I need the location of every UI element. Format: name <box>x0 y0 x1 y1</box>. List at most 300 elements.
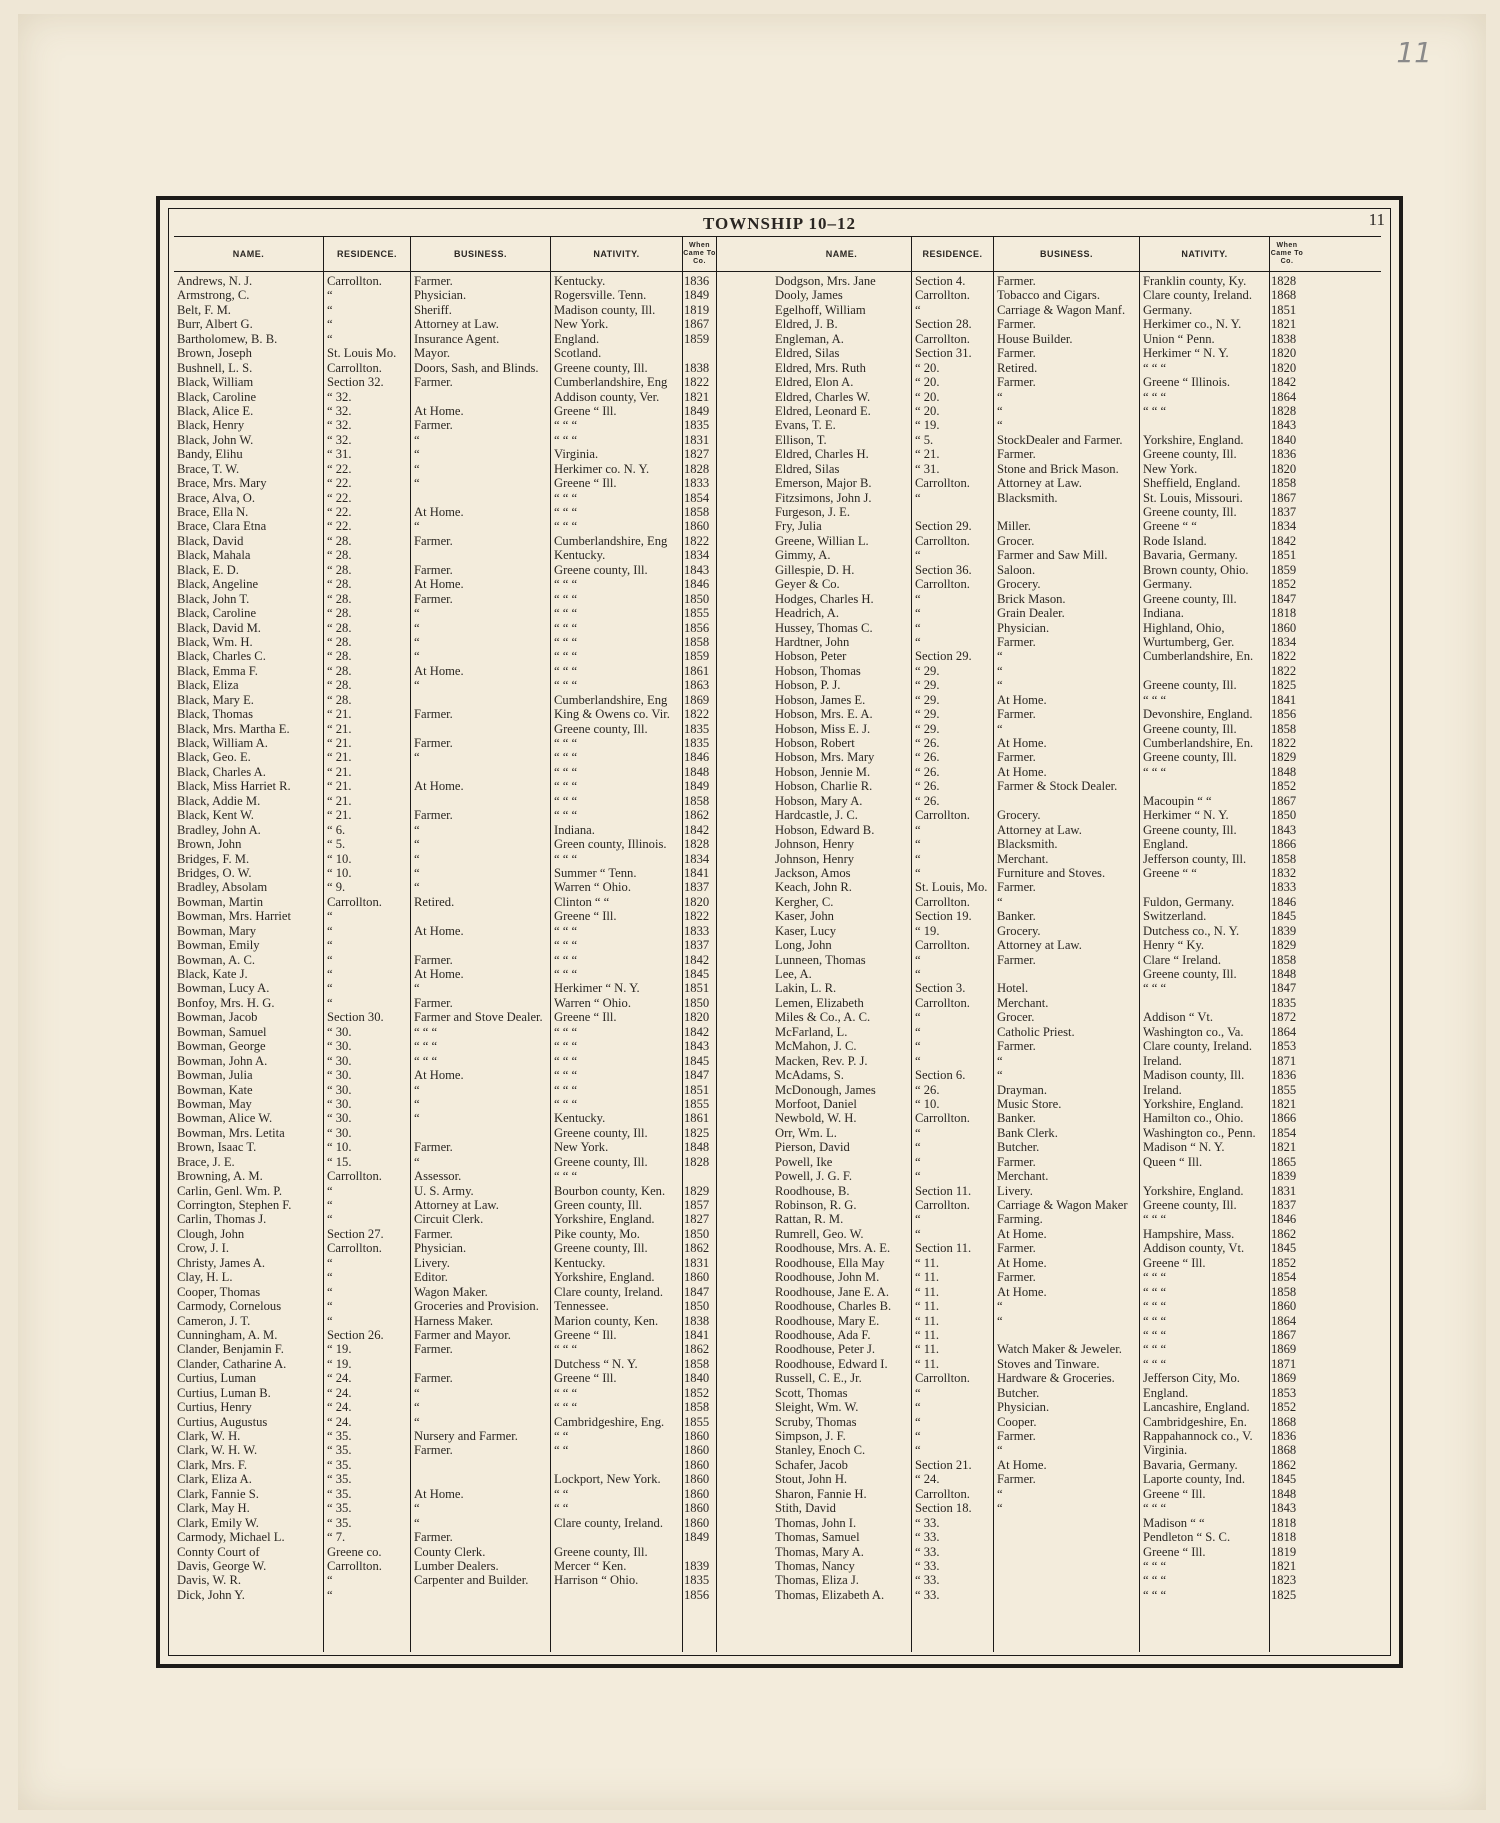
table-cell: Bowman, Mrs. Letita <box>177 1125 285 1140</box>
table-cell: 1856 <box>1271 707 1297 722</box>
table-cell: “ 11. <box>915 1284 940 1299</box>
table-cell: McMahon, J. C. <box>775 1039 857 1054</box>
table-cell: Hotel. <box>997 981 1029 996</box>
table-cell <box>411 722 550 736</box>
table-cell: Dick, John Y. <box>177 1587 245 1602</box>
table-cell: Farmer. <box>414 952 453 967</box>
table-cell: Russell, C. E., Jr. <box>775 1371 862 1386</box>
table-cell: Furniture and Stoves. <box>997 865 1106 880</box>
table-cell: Scott, Thomas <box>775 1385 848 1400</box>
table-cell: Farmer. <box>997 707 1036 722</box>
table-cell: “ 5. <box>915 432 934 447</box>
table-cell: Stout, John H. <box>775 1472 848 1487</box>
table-cell: Virginia. <box>554 447 599 462</box>
table-cell: Headrich, A. <box>775 606 839 621</box>
table-cell: Keach, John R. <box>775 880 852 895</box>
table-cell: 1858 <box>1271 721 1297 736</box>
table-cell: Kentucky. <box>554 1255 606 1270</box>
table-cell: 1845 <box>1271 909 1297 924</box>
table-cell: “ 26. <box>915 736 940 750</box>
table-cell: Carrollton. <box>327 360 382 375</box>
table-cell: Black, Kent W. <box>177 808 254 823</box>
table-cell: 1828 <box>1271 403 1297 418</box>
table-cell: “ 21. <box>327 707 352 722</box>
table-cell: “ 28. <box>327 663 352 678</box>
table-cell: “ “ “ <box>554 1385 578 1400</box>
table-cell: Eldred, Leonard E. <box>775 403 871 418</box>
table-cell <box>551 1458 682 1472</box>
table-cell: “ 24. <box>327 1385 352 1400</box>
table-cell: Dodgson, Mrs. Jane <box>775 274 876 288</box>
table-cell: Farmer. <box>414 418 453 433</box>
table-cell: Bradley, Absolam <box>177 880 268 895</box>
table-cell: 1822 <box>684 909 710 924</box>
table-cell: Farmer. <box>997 274 1036 288</box>
table-cell: Curtius, Henry <box>177 1400 252 1415</box>
table-cell: 1847 <box>1271 591 1297 606</box>
table-cell: “ <box>915 1140 921 1155</box>
table-cell: Clare county, Ireland. <box>1143 288 1252 303</box>
table-cell: “ <box>915 967 921 981</box>
table-cell: 1835 <box>1271 995 1297 1010</box>
table-cell: 1845 <box>684 967 710 981</box>
table-cell: Farmer. <box>997 952 1036 967</box>
table-cell: 1846 <box>684 577 710 592</box>
table-cell: “ 22. <box>327 505 352 519</box>
table-cell: Clark, May H. <box>177 1501 250 1516</box>
table-cell: “ “ “ <box>554 1024 578 1039</box>
table-cell: Dutchess co., N. Y. <box>1143 923 1240 938</box>
table-cell: 1859 <box>684 649 710 664</box>
table-cell: Farmer. <box>997 317 1036 332</box>
table-cell: At Home. <box>997 764 1047 779</box>
table-cell: Eldred, Elon A. <box>775 375 854 390</box>
table-cell: “ “ “ <box>554 649 578 664</box>
table-cell: 1818 <box>1271 606 1297 621</box>
table-cell: 1839 <box>684 1558 710 1573</box>
table-cell: Carrollton. <box>327 1241 382 1256</box>
table-cell: Carpenter and Builder. <box>414 1573 529 1588</box>
table-cell: Tennessee. <box>554 1299 609 1314</box>
table-cell: “ <box>414 476 420 491</box>
table-cell: “ <box>327 1313 333 1328</box>
table-cell: 1837 <box>684 938 710 953</box>
table-cell: “ <box>915 1053 921 1068</box>
table-cell: Long, John <box>775 938 832 953</box>
table-cell: Clare “ Ireland. <box>1143 952 1221 967</box>
table-cell <box>994 1530 1139 1544</box>
table-frame <box>156 196 1403 1668</box>
table-cell: Miller. <box>997 519 1031 534</box>
table-cell: Eldred, Silas <box>775 461 840 476</box>
table-cell: “ 33. <box>915 1573 940 1588</box>
table-cell: Cambridgeshire, Eng. <box>554 1414 665 1429</box>
table-cell: “ <box>327 1183 333 1198</box>
table-cell: Farmer & Stock Dealer. <box>997 779 1118 794</box>
table-cell: 1871 <box>1271 1053 1297 1068</box>
table-cell: Brace, Ella N. <box>177 505 249 519</box>
table-cell: “ 35. <box>327 1457 352 1472</box>
table-cell: 1828 <box>684 1154 710 1169</box>
table-cell: “ <box>327 1587 333 1602</box>
table-cell: “ “ “ <box>1143 1342 1167 1357</box>
table-cell: 1834 <box>1271 519 1297 534</box>
table-cell: “ <box>915 851 921 866</box>
table-cell: 1821 <box>684 389 710 404</box>
table-cell: “ “ “ <box>554 1096 578 1111</box>
table-cell: England. <box>1143 837 1189 852</box>
table-cell: “ <box>414 981 420 996</box>
table-cell: Section 3. <box>915 981 966 996</box>
table-cell: “ “ “ <box>1143 360 1167 375</box>
table-cell: 1858 <box>1271 851 1297 866</box>
table-cell: 1819 <box>1271 1544 1297 1559</box>
table-cell: Carlin, Thomas J. <box>177 1212 267 1227</box>
table-cell: “ 7. <box>327 1530 346 1545</box>
table-cell: 1849 <box>684 288 710 303</box>
table-cell: Greene county, Ill. <box>554 562 648 577</box>
table-cell: “ 32. <box>327 432 352 447</box>
table-cell: Clark, Mrs. F. <box>177 1457 248 1472</box>
table-cell: Brace, Mrs. Mary <box>177 476 267 491</box>
table-cell: “ <box>327 302 333 317</box>
table-cell: Cambridgeshire, En. <box>1143 1414 1247 1429</box>
table-cell: 1858 <box>684 1356 710 1371</box>
table-cell: Black, John T. <box>177 591 250 606</box>
table-cell: Greene, Willian L. <box>775 533 869 548</box>
table-cell: Greene county, Ill. <box>554 1544 648 1559</box>
table-cell: “ 26. <box>915 779 940 794</box>
table-cell: 1861 <box>684 663 710 678</box>
table-cell: Roodhouse, Mary E. <box>775 1313 880 1328</box>
table-cell: “ <box>327 923 333 938</box>
left-year-column <box>683 272 717 1652</box>
table-cell: 1838 <box>684 360 710 375</box>
table-cell: “ <box>414 606 420 621</box>
table-cell: “ “ <box>554 1501 569 1516</box>
table-cell: Brown, John <box>177 837 242 852</box>
table-cell: 1872 <box>1271 1010 1297 1025</box>
table-cell: McAdams, S. <box>775 1068 844 1083</box>
table-cell: “ <box>327 1284 333 1299</box>
table-cell: 1820 <box>684 894 710 909</box>
table-cell: Carlin, Genl. Wm. P. <box>177 1183 283 1198</box>
table-cell: “ 28. <box>327 591 352 606</box>
right-name-column <box>772 272 912 1652</box>
table-cell <box>683 346 716 360</box>
table-cell: 1852 <box>684 1385 710 1400</box>
table-cell: Grocer. <box>997 533 1035 548</box>
table-cell: Washington co., Va. <box>1143 1024 1244 1039</box>
table-cell: Yorkshire, England. <box>1143 1096 1244 1111</box>
table-cell: Clark, W. H. <box>177 1429 241 1443</box>
table-cell: 1837 <box>1271 1198 1297 1212</box>
table-cell: “ “ “ <box>1143 1284 1167 1299</box>
table-cell: 1848 <box>1271 764 1297 779</box>
table-cell: Saloon. <box>997 562 1036 577</box>
table-cell: “ 24. <box>327 1414 352 1429</box>
table-cell: 1848 <box>684 764 710 779</box>
table-cell: Pike county, Mo. <box>554 1226 640 1241</box>
table-cell: 1867 <box>684 317 710 332</box>
table-cell: Carrollton. <box>915 1198 970 1212</box>
table-cell <box>994 1573 1139 1587</box>
table-cell: 1847 <box>684 1284 710 1299</box>
table-cell: Farmer. <box>997 634 1036 649</box>
table-cell: Kentucky. <box>554 548 606 563</box>
table-cell: 1821 <box>1271 1096 1297 1111</box>
table-cell: At Home. <box>997 1284 1047 1299</box>
table-cell: Bowman, Emily <box>177 938 260 953</box>
table-cell: Wagon Maker. <box>414 1284 488 1299</box>
table-cell: Physician. <box>997 620 1050 635</box>
table-cell: “ “ “ <box>554 663 578 678</box>
table-cell: 1853 <box>1271 1385 1297 1400</box>
table-cell: Carrollton. <box>327 894 382 909</box>
table-cell: Bowman, John A. <box>177 1053 268 1068</box>
table-cell: 1840 <box>684 1371 710 1386</box>
table-cell: 1855 <box>684 1096 710 1111</box>
table-cell: Christy, James A. <box>177 1255 266 1270</box>
table-cell: 1850 <box>684 995 710 1010</box>
table-cell: Black, William <box>177 375 254 390</box>
table-cell: Hampshire, Mass. <box>1143 1226 1235 1241</box>
table-cell <box>1140 996 1269 1010</box>
table-cell: “ <box>414 634 420 649</box>
table-cell: Section 11. <box>915 1183 972 1198</box>
table-cell: Greene “ Ill. <box>554 476 617 491</box>
table-cell: “ 35. <box>327 1443 352 1458</box>
table-cell: 1831 <box>684 432 710 447</box>
table-cell: Sheffield, England. <box>1143 476 1241 491</box>
table-cell: Andrews, N. J. <box>177 274 253 288</box>
table-cell: “ 19. <box>327 1342 352 1357</box>
table-cell: Bowman, Lucy A. <box>177 981 270 996</box>
table-cell: Switzerland. <box>1143 909 1207 924</box>
table-cell: Livery. <box>414 1255 450 1270</box>
table-cell: “ 29. <box>915 721 940 736</box>
atlas-page <box>18 14 1486 1810</box>
table-cell: 1833 <box>1271 880 1297 895</box>
table-cell: “ “ “ <box>554 505 578 519</box>
table-cell: 1829 <box>1271 938 1297 953</box>
table-cell: 1869 <box>1271 1371 1297 1386</box>
table-cell <box>411 1472 550 1486</box>
table-cell: “ <box>915 1226 921 1241</box>
table-cell: Addison county, Vt. <box>1143 1241 1245 1256</box>
table-cell: “ <box>915 837 921 852</box>
table-cell: “ <box>997 894 1003 909</box>
table-cell: 1822 <box>684 375 710 390</box>
table-cell: Bowman, May <box>177 1096 252 1111</box>
table-cell <box>994 1516 1139 1530</box>
table-cell: “ 29. <box>915 692 940 707</box>
table-cell: “ 20. <box>915 360 940 375</box>
table-cell: Greene “ Illinois. <box>1143 375 1231 390</box>
table-cell: Hobson, Robert <box>775 736 855 750</box>
right-header-row <box>772 236 1381 272</box>
table-cell: Bowman, Mary <box>177 923 257 938</box>
table-cell: “ “ “ <box>1143 403 1167 418</box>
table-cell: Curtius, Luman <box>177 1371 257 1386</box>
table-cell: 1845 <box>1271 1472 1297 1487</box>
table-cell: 1860 <box>1271 620 1297 635</box>
table-cell: Hobson, Jennie M. <box>775 764 871 779</box>
table-cell: Greene “ Ill. <box>1143 1544 1206 1559</box>
table-cell: 1836 <box>1271 1068 1297 1083</box>
table-cell: “ <box>997 1313 1003 1328</box>
table-cell: “ 28. <box>327 562 352 577</box>
table-cell: Black, Charles A. <box>177 764 266 779</box>
table-cell: Greene “ “ <box>1143 519 1197 534</box>
table-cell: 1864 <box>1271 1313 1297 1328</box>
table-cell: England. <box>1143 1385 1189 1400</box>
table-cell: “ <box>997 678 1003 693</box>
table-cell: “ 21. <box>327 808 352 823</box>
table-cell: Farmer. <box>414 1342 453 1357</box>
table-cell: 1851 <box>1271 548 1297 563</box>
table-cell: Carrollton. <box>915 331 970 346</box>
table-cell: “ “ “ <box>554 634 578 649</box>
table-cell: Madison county, Ill. <box>554 302 656 317</box>
table-cell: 1851 <box>684 981 710 996</box>
table-cell: Mayor. <box>414 346 451 361</box>
table-cell: Section 6. <box>915 1068 966 1083</box>
table-cell: Nursery and Farmer. <box>414 1429 518 1443</box>
right-residence-column <box>912 272 994 1652</box>
table-cell: Furgeson, J. E. <box>775 505 850 519</box>
table-cell: Newbold, W. H. <box>775 1111 857 1126</box>
table-cell: “ <box>997 389 1003 404</box>
table-cell: Clark, Emily W. <box>177 1515 259 1530</box>
table-cell: Hodges, Charles H. <box>775 591 874 606</box>
table-cell: Insurance Agent. <box>414 331 500 346</box>
table-cell: Carrollton. <box>915 995 970 1010</box>
table-cell: Bourbon county, Ken. <box>554 1183 666 1198</box>
table-cell: “ “ “ <box>554 1169 578 1184</box>
table-cell: 1854 <box>684 490 710 505</box>
table-cell: “ 6. <box>327 822 346 837</box>
table-cell: “ 30. <box>327 1024 352 1039</box>
table-cell: Bridges, O. W. <box>177 865 252 880</box>
table-cell: Herkimer “ N. Y. <box>1143 346 1229 361</box>
right-table <box>772 236 1381 1652</box>
table-cell: Henry “ Ky. <box>1143 938 1205 953</box>
table-cell: Black, Caroline <box>177 389 257 404</box>
table-cell: Cumberlandshire, En. <box>1143 649 1254 664</box>
table-cell: Carrollton. <box>327 1558 382 1573</box>
table-cell: “ 29. <box>915 663 940 678</box>
table-cell: “ 33. <box>915 1530 940 1545</box>
table-cell: “ 28. <box>327 692 352 707</box>
table-cell: Schafer, Jacob <box>775 1457 848 1472</box>
table-cell: “ <box>915 1125 921 1140</box>
table-cell: Roodhouse, Charles B. <box>775 1299 892 1314</box>
table-cell: Brace, Alva, O. <box>177 490 255 505</box>
table-cell: 1842 <box>684 952 710 967</box>
table-cell: Farmer. <box>414 707 453 722</box>
table-cell: 1825 <box>1271 1587 1297 1602</box>
table-cell: Roodhouse, Mrs. A. E. <box>775 1241 891 1256</box>
table-cell: 1862 <box>684 808 710 823</box>
table-cell: “ “ “ <box>1143 692 1167 707</box>
table-cell: “ “ “ <box>554 967 578 981</box>
table-cell: Cumberlandshire, En. <box>1143 736 1254 750</box>
table-cell: Butcher. <box>997 1140 1040 1155</box>
table-cell: Physician. <box>414 288 467 303</box>
table-cell: 1833 <box>684 923 710 938</box>
table-cell: 1858 <box>1271 476 1297 491</box>
table-cell: Hardcastle, J. C. <box>775 808 858 823</box>
table-cell: 1835 <box>684 1573 710 1588</box>
table-cell: “ “ “ <box>1143 1327 1167 1342</box>
table-cell: Bushnell, L. S. <box>177 360 253 375</box>
table-cell: Bowman, Samuel <box>177 1024 267 1039</box>
table-cell: 1838 <box>1271 331 1297 346</box>
table-cell: Fuldon, Germany. <box>1143 894 1235 909</box>
table-cell: Clander, Catharine A. <box>177 1356 287 1371</box>
table-cell: “ “ “ <box>1143 1573 1167 1588</box>
table-cell: Attorney at Law. <box>997 822 1082 837</box>
table-cell: “ <box>327 1573 333 1588</box>
table-cell: Black, Mary E. <box>177 692 254 707</box>
table-cell: “ <box>997 418 1003 433</box>
table-cell: Kergher, C. <box>775 894 834 909</box>
table-cell: Hobson, Miss E. J. <box>775 721 871 736</box>
table-cell: “ “ “ <box>554 1068 578 1083</box>
table-cell: 1869 <box>684 692 710 707</box>
table-cell: 1841 <box>1271 692 1297 707</box>
table-cell: “ 28. <box>327 548 352 563</box>
table-cell: Banker. <box>997 1111 1036 1126</box>
table-cell: 1867 <box>1271 490 1297 505</box>
table-cell: Lemen, Elizabeth <box>775 995 864 1010</box>
table-cell: “ <box>915 1154 921 1169</box>
table-cell: Yorkshire, England. <box>554 1212 655 1227</box>
table-cell: Farmer. <box>414 1443 453 1458</box>
table-cell: Bowman, Kate <box>177 1082 253 1097</box>
table-cell: “ 35. <box>327 1486 352 1501</box>
table-cell: “ 15. <box>327 1154 352 1169</box>
table-cell <box>994 505 1139 519</box>
table-cell: At Home. <box>997 1226 1047 1241</box>
table-cell: “ 35. <box>327 1501 352 1516</box>
table-cell: Greene county, Ill. <box>1143 750 1237 765</box>
table-cell: Kentucky. <box>554 1111 606 1126</box>
table-cell: Clay, H. L. <box>177 1270 233 1285</box>
table-cell: St. Louis, Missouri. <box>1143 490 1243 505</box>
header-when-came: When Came To Co. <box>1270 242 1304 265</box>
table-cell: Davis, George W. <box>177 1558 267 1573</box>
header-business: BUSINESS. <box>411 237 551 271</box>
table-cell: Carrollton. <box>915 533 970 548</box>
table-cell: Rogersville. Tenn. <box>554 288 647 303</box>
table-cell: Carrollton. <box>915 894 970 909</box>
table-cell: 1852 <box>1271 779 1297 794</box>
table-cell: McFarland, L. <box>775 1024 848 1039</box>
header-residence: RESIDENCE. <box>324 237 411 271</box>
table-cell: Egelhoff, William <box>775 302 866 317</box>
table-cell: Roodhouse, John M. <box>775 1270 880 1285</box>
table-cell: Hobson, P. J. <box>775 678 841 693</box>
table-cell: Morfoot, Daniel <box>775 1096 857 1111</box>
table-cell: Farmer. <box>414 274 453 288</box>
left-table <box>174 236 772 1652</box>
table-cell: 1859 <box>684 331 710 346</box>
table-cell: 1828 <box>1271 274 1297 288</box>
table-cell: “ <box>327 952 333 967</box>
table-cell: Roodhouse, B. <box>775 1183 850 1198</box>
